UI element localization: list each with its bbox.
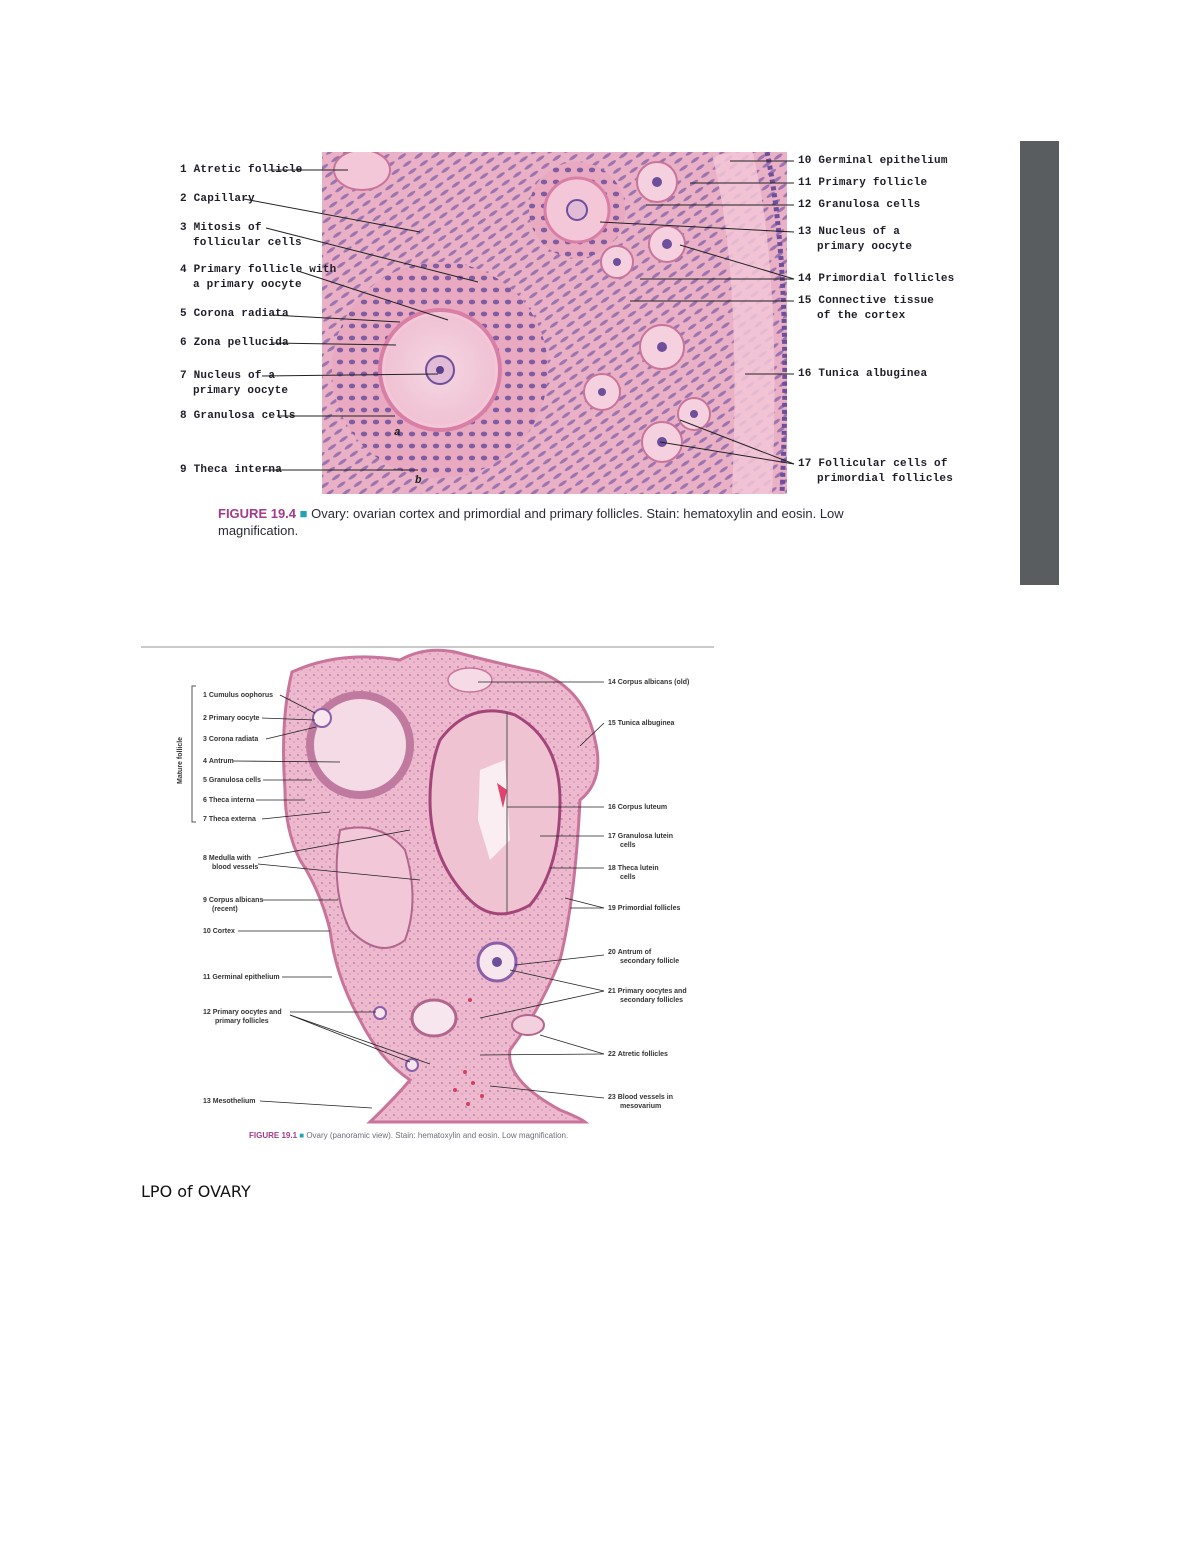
fig2-label-3: 3 Corona radiata: [203, 736, 259, 743]
figure1-caption-text: Ovary: ovarian cortex and primordial and primary follicles. Stain: hematoxylin and eosin. Low magnification.: [218, 506, 844, 538]
fig2-label-7: 7 Theca externa: [203, 816, 256, 823]
fig2-label-9: 9 Corpus albicans (recent): [203, 897, 264, 913]
fig2-label-6: 6 Theca interna: [203, 797, 255, 804]
figure2-number: FIGURE 19.1: [249, 1131, 298, 1140]
fig2-label-20: 20 Antrum of secondary follicle: [608, 949, 680, 965]
fig1-label-5: 5 Corona radiata: [180, 308, 289, 320]
fig1-label-9: 9 Theca interna: [180, 464, 283, 476]
fig1-label-8: 8 Granulosa cells: [180, 410, 296, 422]
figure2-caption-text: Ovary (panoramic view). Stain: hematoxylin and eosin. Low magnification.: [306, 1131, 569, 1140]
figure2-caption: [249, 1131, 568, 1140]
mature-follicle-vertical-label: Mature follicle: [177, 736, 184, 784]
fig1-label-16: 16 Tunica albuginea: [798, 368, 928, 380]
fig2-label-17: 17 Granulosa lutein cells: [608, 833, 673, 849]
fig1-label-11: 11 Primary follicle: [798, 177, 928, 189]
fig1-label-1: 1 Atretic follicle: [180, 164, 303, 176]
fig1-label-10: 10 Germinal epithelium: [798, 155, 948, 167]
fig2-label-5: 5 Granulosa cells: [203, 777, 261, 784]
fig2-label-10: 10 Cortex: [203, 928, 235, 935]
fig1-label-14: 14 Primordial follicles: [798, 273, 955, 285]
fig2-label-2: 2 Primary oocyte: [203, 715, 260, 722]
ovarian-cortex-micrograph: [322, 152, 787, 494]
mark-b: b: [415, 475, 422, 487]
fig2-label-19: 19 Primordial follicles: [608, 905, 681, 912]
fig1-label-15: 15 Connective tissue of the cortex: [798, 295, 935, 322]
figure2-top-rule: [141, 646, 714, 648]
caption-square-icon: ■: [299, 506, 308, 521]
fig2-label-8: 8 Medulla with blood vessels: [203, 855, 259, 871]
figure1-caption: [218, 505, 858, 539]
mark-a: a: [394, 427, 401, 439]
page-heading: LPO of OVARY: [141, 1182, 251, 1201]
fig2-label-21: 21 Primary oocytes and secondary follicles: [608, 988, 687, 1004]
caption-square-icon: ■: [299, 1131, 305, 1140]
micrograph-illustration: [322, 152, 787, 494]
fig2-label-16: 16 Corpus luteum: [608, 804, 668, 811]
page-side-tab: [1020, 141, 1059, 585]
fig1-label-17: 17 Follicular cells of primordial follicles: [798, 458, 954, 485]
fig1-label-2: 2 Capillary: [180, 193, 255, 205]
fig1-label-12: 12 Granulosa cells: [798, 199, 921, 211]
fig2-label-23: 23 Blood vessels in mesovarium: [608, 1094, 673, 1110]
fig1-label-7: 7 Nucleus of a primary oocyte: [180, 370, 289, 397]
fig2-label-15: 15 Tunica albuginea: [608, 720, 675, 727]
fig2-label-12: 12 Primary oocytes and primary follicles: [203, 1009, 282, 1025]
fig1-label-13: 13 Nucleus of a primary oocyte: [798, 226, 913, 253]
fig2-label-11: 11 Germinal epithelium: [203, 974, 280, 981]
fig2-label-18: 18 Theca lutein cells: [608, 865, 659, 881]
fig2-label-4: 4 Antrum: [203, 758, 234, 765]
fig1-label-6: 6 Zona pellucida: [180, 337, 289, 349]
fig2-label-22: 22 Atretic follicles: [608, 1051, 668, 1058]
fig2-label-1: 1 Cumulus oophorus: [203, 692, 274, 699]
fig1-label-4: 4 Primary follicle with a primary oocyte: [180, 264, 337, 291]
fig1-label-3: 3 Mitosis of follicular cells: [180, 222, 302, 249]
figure1-number: FIGURE 19.4: [218, 506, 297, 521]
fig2-label-14: 14 Corpus albicans (old): [608, 679, 690, 686]
fig2-label-13: 13 Mesothelium: [203, 1098, 256, 1105]
